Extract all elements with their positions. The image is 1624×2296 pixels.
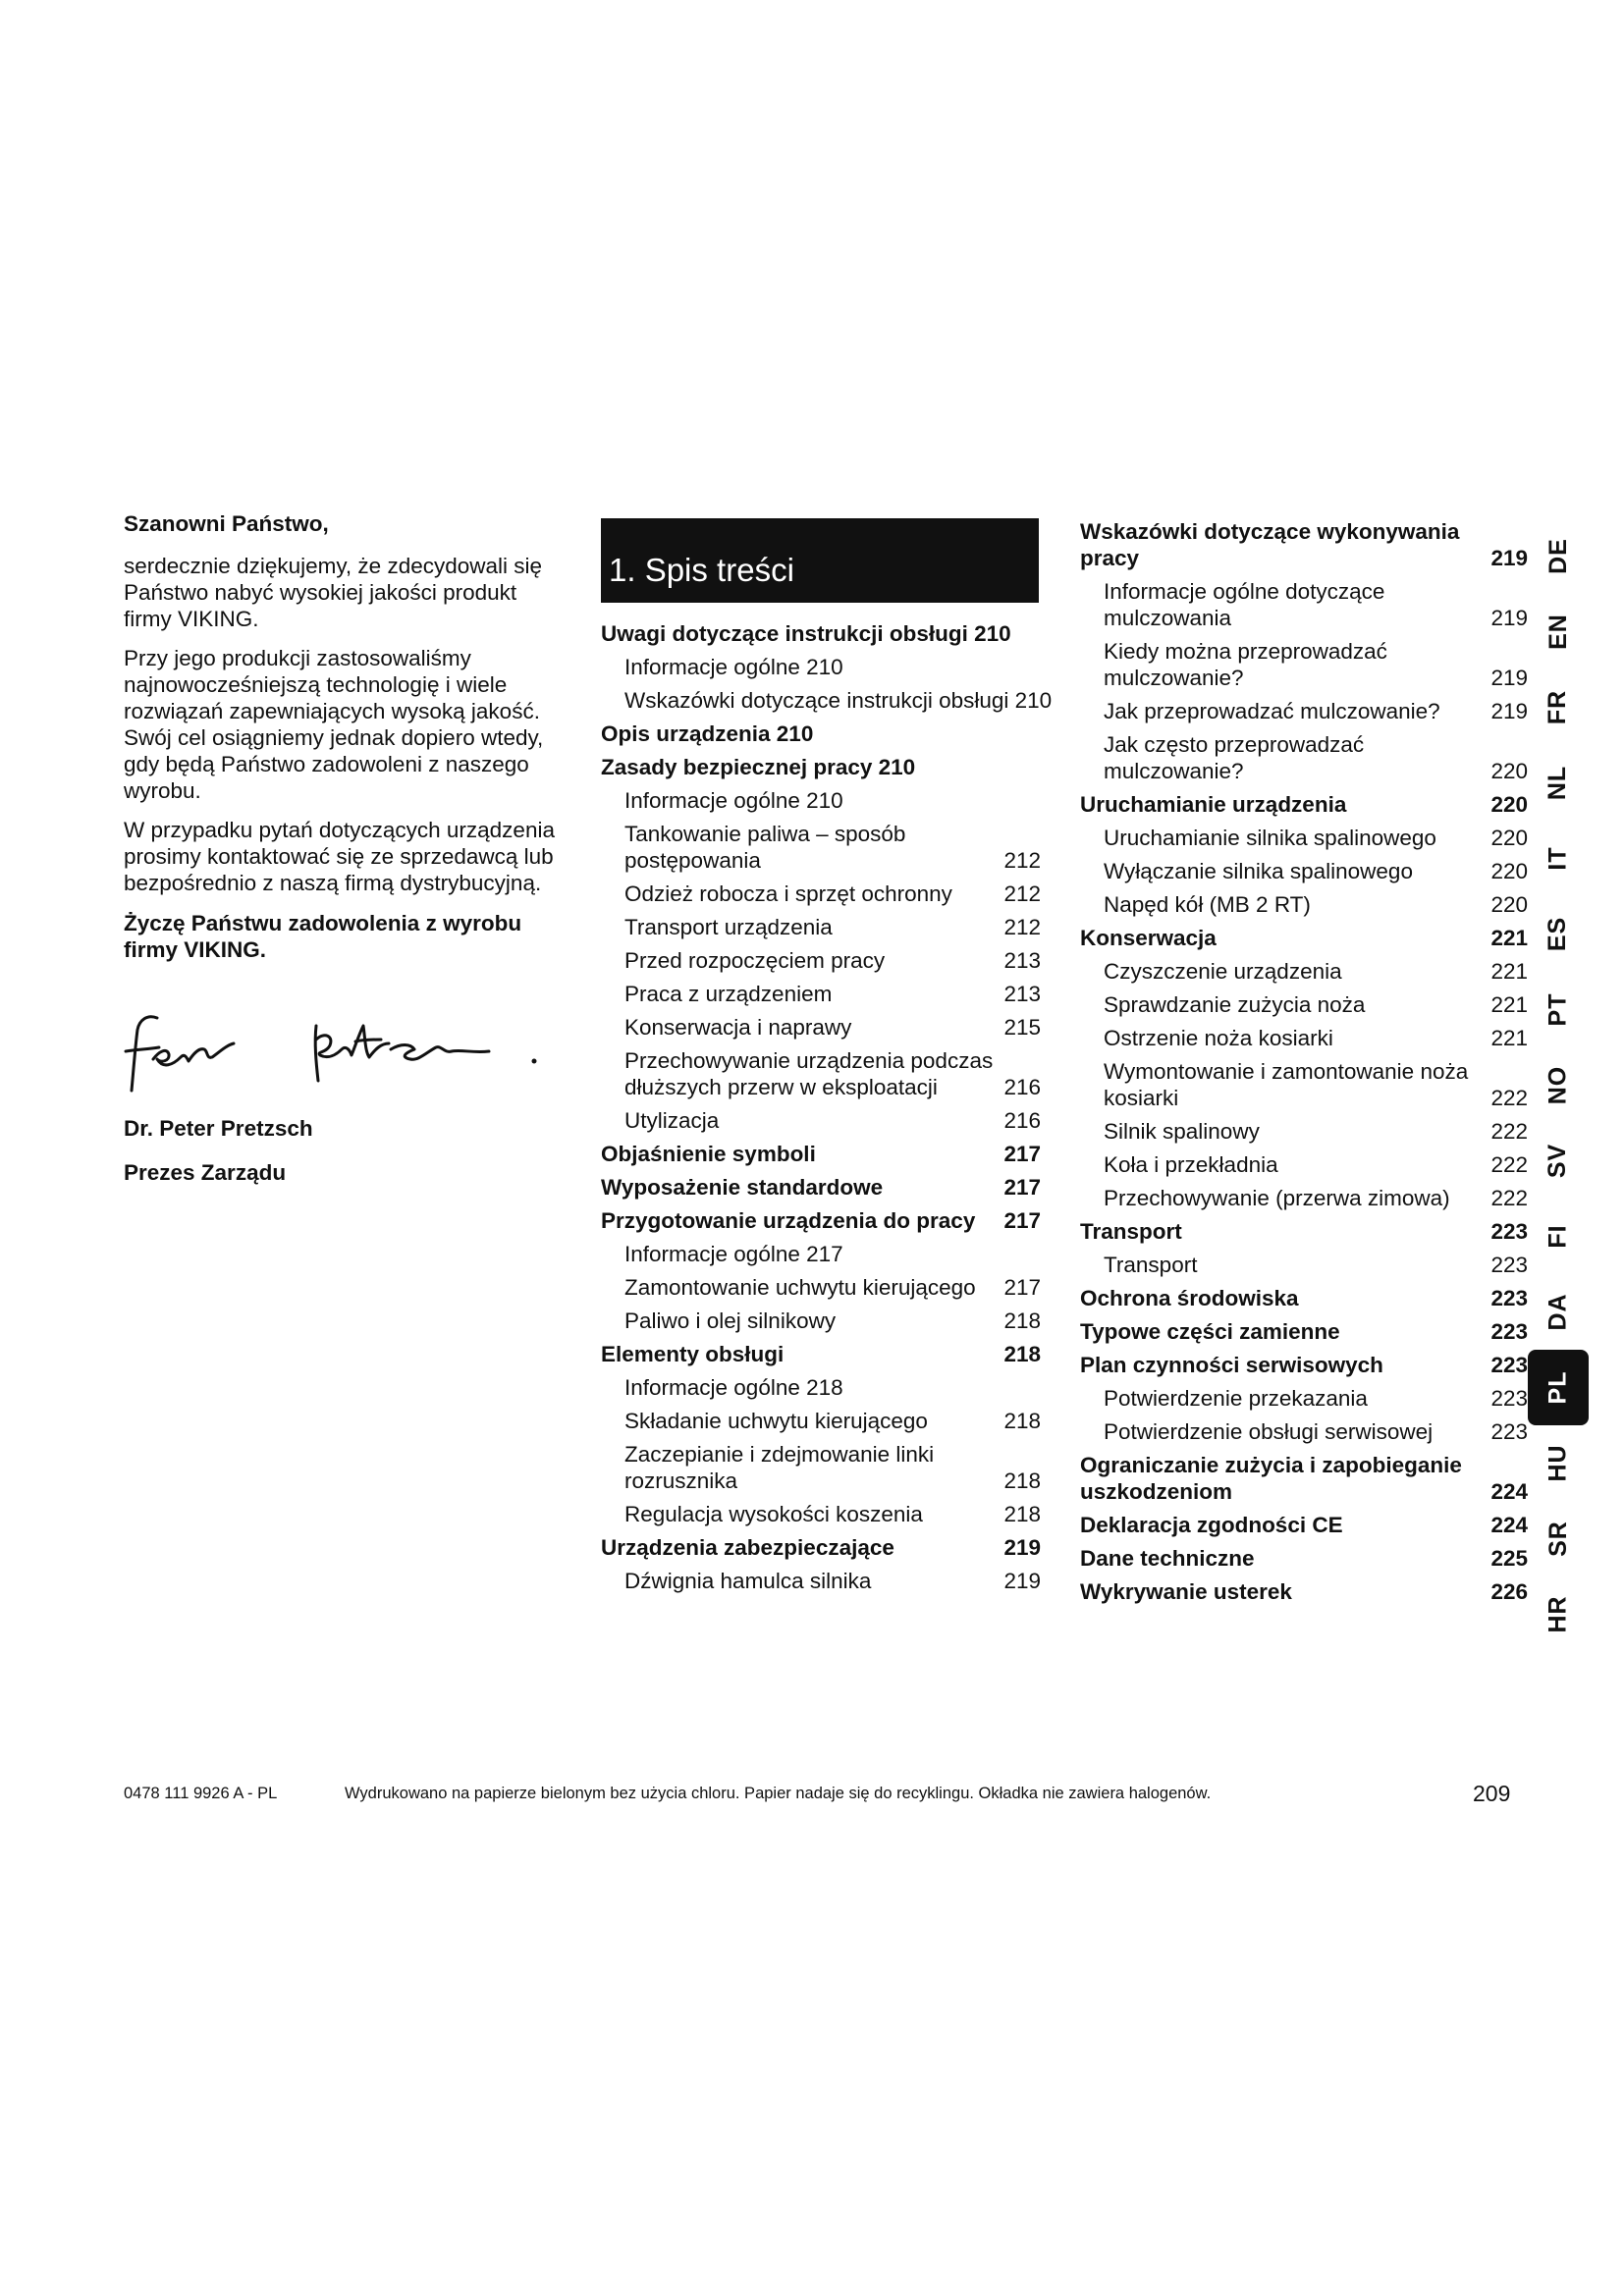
toc-entry-label: Uruchamianie urządzenia (1080, 792, 1347, 817)
language-tab-en[interactable] (1528, 594, 1589, 669)
toc-subsection[interactable] (1080, 1252, 1528, 1278)
toc-entry-page: 223 (1490, 1386, 1528, 1411)
toc-subsection[interactable] (601, 1374, 1041, 1401)
toc-subsection[interactable] (1080, 1118, 1528, 1145)
language-tab-label: NO (1543, 1065, 1572, 1105)
toc-entry-label: Paliwo i olej silnikowy (624, 1308, 837, 1333)
toc-entry-page: 218 (1003, 1342, 1041, 1366)
toc-entry-label: Transport urządzenia (624, 915, 833, 939)
toc-entry-label: Koła i przekładnia (1104, 1152, 1278, 1177)
toc-entry-page: 213 (1003, 982, 1041, 1006)
toc-entry-label: Wymontowanie i zamontowanie noża kosiarki (1104, 1059, 1469, 1110)
toc-section[interactable] (601, 1341, 1041, 1367)
toc-entry-label: Przygotowanie urządzenia do pracy (601, 1208, 976, 1233)
toc-entry-label: Regulacja wysokości koszenia (624, 1502, 923, 1526)
toc-entry-label: Przed rozpoczęciem pracy (624, 948, 886, 973)
toc-entry-page: 219 (1003, 1569, 1041, 1593)
toc-entry-label: Konserwacja (1080, 926, 1217, 950)
toc-subsection[interactable] (1080, 1025, 1528, 1051)
toc-entry-label: Wyposażenie standardowe (601, 1175, 884, 1200)
toc-section[interactable] (1080, 1352, 1528, 1378)
toc-entry-label: Potwierdzenie obsługi serwisowej (1104, 1419, 1434, 1444)
language-tab-label: EN (1543, 614, 1572, 650)
toc-subsection[interactable] (601, 787, 1041, 814)
toc-entry-label: Przechowywanie (przerwa zimowa) (1104, 1186, 1450, 1210)
letter-paragraph: serdecznie dziękujemy, że zdecydowali się Państwo nabyć wysokiej jakości produkt firmy VIKING. (124, 554, 543, 631)
toc-subsection[interactable] (601, 654, 1041, 680)
toc-subsection[interactable] (1080, 825, 1528, 851)
toc-entry-page: 217 (1003, 1275, 1041, 1300)
toc-entry-page: 215 (1003, 1015, 1041, 1040)
toc-entry-label: Informacje ogólne 218 (624, 1375, 843, 1400)
page-number: 209 (1473, 1781, 1511, 1806)
language-tab-label: SR (1543, 1521, 1572, 1557)
letter-paragraph: W przypadku pytań dotyczących urządzenia prosimy kontaktować się ze sprzedawcą lub bezpośrednio z naszą firmą dystrybucyjną. (124, 818, 555, 895)
toc-entry-page: 219 (1490, 666, 1528, 690)
toc-entry-label: Objaśnienie symboli (601, 1142, 816, 1166)
toc-entry-label: Ostrzenie noża kosiarki (1104, 1026, 1333, 1050)
toc-section[interactable] (1080, 925, 1528, 951)
toc-entry-page: 226 (1490, 1579, 1528, 1604)
toc-entry-label: Opis urządzenia 210 (601, 721, 814, 746)
toc-subsection[interactable] (601, 881, 1041, 907)
toc-entry-label: Informacje ogólne 217 (624, 1242, 843, 1266)
toc-entry-label: Jak często przeprowadzać mulczowanie? (1104, 732, 1365, 783)
toc-subsection[interactable] (601, 1107, 1041, 1134)
toc-entry-label: Konserwacja i naprawy (624, 1015, 852, 1040)
toc-entry-label: Zaczepianie i zdejmowanie linki rozrusznika (624, 1442, 935, 1493)
toc-entry-label: Tankowanie paliwa – sposób postępowania (624, 822, 906, 873)
toc-section[interactable] (601, 620, 1041, 647)
toc-subsection[interactable] (1080, 698, 1528, 724)
toc-entry-page: 220 (1490, 759, 1528, 783)
handwritten-signature (124, 1000, 556, 1094)
language-tab-label: FI (1543, 1224, 1572, 1249)
toc-entry-page: 212 (1003, 881, 1041, 906)
toc-entry-label: Urządzenia zabezpieczające (601, 1535, 894, 1560)
letter-greeting: Szanowni Państwo, (124, 511, 329, 536)
toc-entry-page: 224 (1490, 1479, 1528, 1504)
toc-section[interactable] (1080, 1545, 1528, 1572)
toc-subsection[interactable] (1080, 638, 1528, 691)
language-tabs (1528, 518, 1589, 1652)
toc-subsection[interactable] (1080, 991, 1528, 1018)
toc-section[interactable] (1080, 518, 1528, 571)
toc-subsection[interactable] (601, 821, 1041, 874)
toc-section[interactable] (1080, 791, 1528, 818)
toc-entry-label: Dane techniczne (1080, 1546, 1255, 1571)
toc-entry-page: 223 (1490, 1286, 1528, 1310)
toc-subsection[interactable] (601, 1014, 1041, 1041)
toc-entry-label: Zasady bezpiecznej pracy 210 (601, 755, 916, 779)
toc-subsection[interactable] (601, 1308, 1041, 1334)
toc-entry-label: Jak przeprowadzać mulczowanie? (1104, 699, 1440, 723)
toc-entry-page: 218 (1003, 1502, 1041, 1526)
language-tab-label: FR (1543, 689, 1572, 725)
toc-entry-page: 217 (1003, 1142, 1041, 1166)
toc-subsection[interactable] (601, 1568, 1041, 1594)
toc-section[interactable] (1080, 1218, 1528, 1245)
signer-name: Dr. Peter Pretzsch (124, 1116, 313, 1141)
toc-entry-page: 222 (1490, 1086, 1528, 1110)
language-tab-no[interactable] (1528, 1047, 1589, 1123)
language-tab-hr[interactable] (1528, 1576, 1589, 1652)
toc-section[interactable] (601, 754, 1041, 780)
toc-entry-label: Utylizacja (624, 1108, 720, 1133)
toc-entry-page: 221 (1490, 926, 1528, 950)
letter-paragraph: Przy jego produkcji zastosowaliśmy najnowocześniejszą technologię i wiele rozwiązań zapewniających wysoką jakość. Swój cel osiągniemy jednak dopiero wtedy, gdy będą Państwo zadowoleni z naszego wyrobu. (124, 646, 544, 803)
toc-section[interactable] (601, 721, 1041, 747)
toc-subsection[interactable] (601, 687, 1053, 714)
toc-entry-page: 218 (1003, 1468, 1041, 1493)
toc-entry-page: 223 (1490, 1253, 1528, 1277)
toc-list-1 (601, 620, 1053, 1594)
toc-entry-page: 222 (1490, 1186, 1528, 1210)
toc-subsection[interactable] (601, 1408, 1041, 1434)
toc-entry-label: Napęd kół (MB 2 RT) (1104, 892, 1311, 917)
toc-entry-label: Informacje ogólne dotyczące mulczowania (1104, 579, 1385, 630)
toc-entry-page: 220 (1490, 892, 1528, 917)
toc-entry-label: Przechowywanie urządzenia podczas dłuższych przerw w eksploatacji (624, 1048, 994, 1099)
toc-section[interactable] (601, 1534, 1041, 1561)
toc-entry-page: 213 (1003, 948, 1041, 973)
toc-entry-label: Wskazówki dotyczące instrukcji obsługi 210 (624, 688, 1053, 713)
language-tab-it[interactable] (1528, 821, 1589, 896)
toc-entry-page: 223 (1490, 1419, 1528, 1444)
toc-entry-page: 216 (1003, 1075, 1041, 1099)
language-tab-sv[interactable] (1528, 1123, 1589, 1199)
language-tab-label: NL (1543, 765, 1572, 801)
toc-entry-page: 216 (1003, 1108, 1041, 1133)
toc-entry-label: Transport (1104, 1253, 1198, 1277)
toc-entry-page: 220 (1490, 792, 1528, 817)
toc-subsection[interactable] (601, 914, 1041, 940)
toc-subsection[interactable] (1080, 578, 1528, 631)
toc-section[interactable] (1080, 1318, 1528, 1345)
toc-entry-page: 219 (1490, 546, 1528, 570)
language-tab-fi[interactable] (1528, 1199, 1589, 1274)
language-tab-label: DA (1543, 1293, 1572, 1331)
toc-entry-label: Silnik spalinowy (1104, 1119, 1260, 1144)
toc-entry-page: 222 (1490, 1152, 1528, 1177)
language-tab-hu[interactable] (1528, 1425, 1589, 1501)
toc-subsection[interactable] (601, 1047, 1041, 1100)
toc-entry-page: 220 (1490, 859, 1528, 883)
toc-subsection[interactable] (601, 981, 1041, 1007)
language-tab-da[interactable] (1528, 1274, 1589, 1350)
toc-entry-page: 219 (1490, 699, 1528, 723)
toc-entry-page: 223 (1490, 1319, 1528, 1344)
toc-subsection[interactable] (1080, 1058, 1528, 1111)
toc-entry-page: 217 (1003, 1208, 1041, 1233)
toc-title: 1. Spis treści (601, 518, 1039, 603)
toc-subsection[interactable] (601, 1441, 1041, 1494)
toc-entry-label: Kiedy można przeprowadzać mulczowanie? (1104, 639, 1387, 690)
toc-entry-label: Wyłączanie silnika spalinowego (1104, 859, 1413, 883)
toc-entry-label: Potwierdzenie przekazania (1104, 1386, 1368, 1411)
toc-subsection[interactable] (601, 947, 1041, 974)
toc-subsection[interactable] (1080, 858, 1528, 884)
language-tab-nl[interactable] (1528, 745, 1589, 821)
toc-entry-label: Transport (1080, 1219, 1182, 1244)
language-tab-es[interactable] (1528, 896, 1589, 972)
toc-entry-label: Ochrona środowiska (1080, 1286, 1299, 1310)
toc-entry-label: Czyszczenie urządzenia (1104, 959, 1342, 984)
language-tab-fr[interactable] (1528, 669, 1589, 745)
signer-role: Prezes Zarządu (124, 1160, 287, 1185)
toc-column-1 (601, 518, 1053, 1601)
toc-entry-page: 212 (1003, 848, 1041, 873)
letter-column (124, 510, 556, 1199)
language-tab-sr[interactable] (1528, 1501, 1589, 1576)
language-tab-label: ES (1543, 916, 1572, 952)
toc-subsection[interactable] (601, 1501, 1041, 1527)
toc-entry-label: Wykrywanie usterek (1080, 1579, 1292, 1604)
language-tab-label: SV (1543, 1143, 1572, 1179)
toc-subsection[interactable] (601, 1274, 1041, 1301)
toc-entry-label: Informacje ogólne 210 (624, 788, 843, 813)
toc-entry-label: Plan czynności serwisowych (1080, 1353, 1383, 1377)
toc-entry-page: 218 (1003, 1409, 1041, 1433)
toc-entry-label: Wskazówki dotyczące wykonywania pracy (1080, 519, 1460, 570)
toc-entry-page: 221 (1490, 992, 1528, 1017)
document-number: 0478 111 9926 A - PL (124, 1785, 278, 1802)
toc-section[interactable] (1080, 1512, 1528, 1538)
toc-subsection[interactable] (601, 1241, 1041, 1267)
toc-subsection[interactable] (1080, 1151, 1528, 1178)
toc-entry-page: 223 (1490, 1353, 1528, 1377)
toc-entry-page: 221 (1490, 959, 1528, 984)
letter-wish: Życzę Państwu zadowolenia z wyrobu firmy VIKING. (124, 911, 522, 962)
toc-entry-label: Praca z urządzeniem (624, 982, 833, 1006)
language-tab-pl[interactable] (1528, 1350, 1589, 1425)
toc-entry-page: 220 (1490, 826, 1528, 850)
language-tab-pt[interactable] (1528, 972, 1589, 1047)
toc-entry-label: Informacje ogólne 210 (624, 655, 843, 679)
toc-entry-page: 224 (1490, 1513, 1528, 1537)
toc-section[interactable] (1080, 1452, 1528, 1505)
language-tab-label: PL (1543, 1370, 1572, 1405)
toc-subsection[interactable] (1080, 1385, 1528, 1412)
toc-entry-page: 219 (1490, 606, 1528, 630)
toc-entry-page: 222 (1490, 1119, 1528, 1144)
toc-list-2 (1080, 518, 1528, 1605)
toc-entry-label: Uruchamianie silnika spalinowego (1104, 826, 1436, 850)
language-tab-label: HR (1543, 1595, 1572, 1633)
toc-section[interactable] (601, 1141, 1041, 1167)
toc-entry-page: 217 (1003, 1175, 1041, 1200)
toc-entry-page: 221 (1490, 1026, 1528, 1050)
toc-entry-label: Typowe części zamienne (1080, 1319, 1340, 1344)
language-tab-label: HU (1543, 1444, 1572, 1482)
language-tab-de[interactable] (1528, 518, 1589, 594)
language-tab-label: DE (1543, 538, 1572, 574)
toc-entry-label: Elementy obsługi (601, 1342, 785, 1366)
toc-section[interactable] (1080, 1578, 1528, 1605)
language-tab-label: IT (1543, 846, 1572, 871)
toc-column-2 (1080, 518, 1528, 1612)
print-note: Wydrukowano na papierze bielonym bez użycia chloru. Papier nadaje się do recyklingu. Okładka nie zawiera halogenów. (345, 1785, 1212, 1802)
toc-subsection[interactable] (1080, 1418, 1528, 1445)
toc-subsection[interactable] (1080, 1185, 1528, 1211)
toc-entry-page: 218 (1003, 1308, 1041, 1333)
toc-entry-label: Składanie uchwytu kierującego (624, 1409, 928, 1433)
toc-entry-page: 212 (1003, 915, 1041, 939)
toc-entry-label: Ograniczanie zużycia i zapobieganie uszkodzeniom (1080, 1453, 1462, 1504)
toc-subsection[interactable] (1080, 731, 1528, 784)
toc-section[interactable] (1080, 1285, 1528, 1311)
toc-entry-label: Deklaracja zgodności CE (1080, 1513, 1343, 1537)
toc-subsection[interactable] (1080, 958, 1528, 985)
toc-section[interactable] (601, 1174, 1041, 1201)
toc-entry-page: 219 (1003, 1535, 1041, 1560)
language-tab-label: PT (1543, 992, 1572, 1027)
toc-entry-page: 225 (1490, 1546, 1528, 1571)
toc-entry-label: Odzież robocza i sprzęt ochronny (624, 881, 952, 906)
toc-entry-label: Uwagi dotyczące instrukcji obsługi 210 (601, 621, 1011, 646)
toc-entry-label: Dźwignia hamulca silnika (624, 1569, 872, 1593)
toc-section[interactable] (601, 1207, 1041, 1234)
toc-entry-label: Sprawdzanie zużycia noża (1104, 992, 1366, 1017)
toc-entry-label: Zamontowanie uchwytu kierującego (624, 1275, 976, 1300)
toc-subsection[interactable] (1080, 891, 1528, 918)
toc-entry-page: 223 (1490, 1219, 1528, 1244)
